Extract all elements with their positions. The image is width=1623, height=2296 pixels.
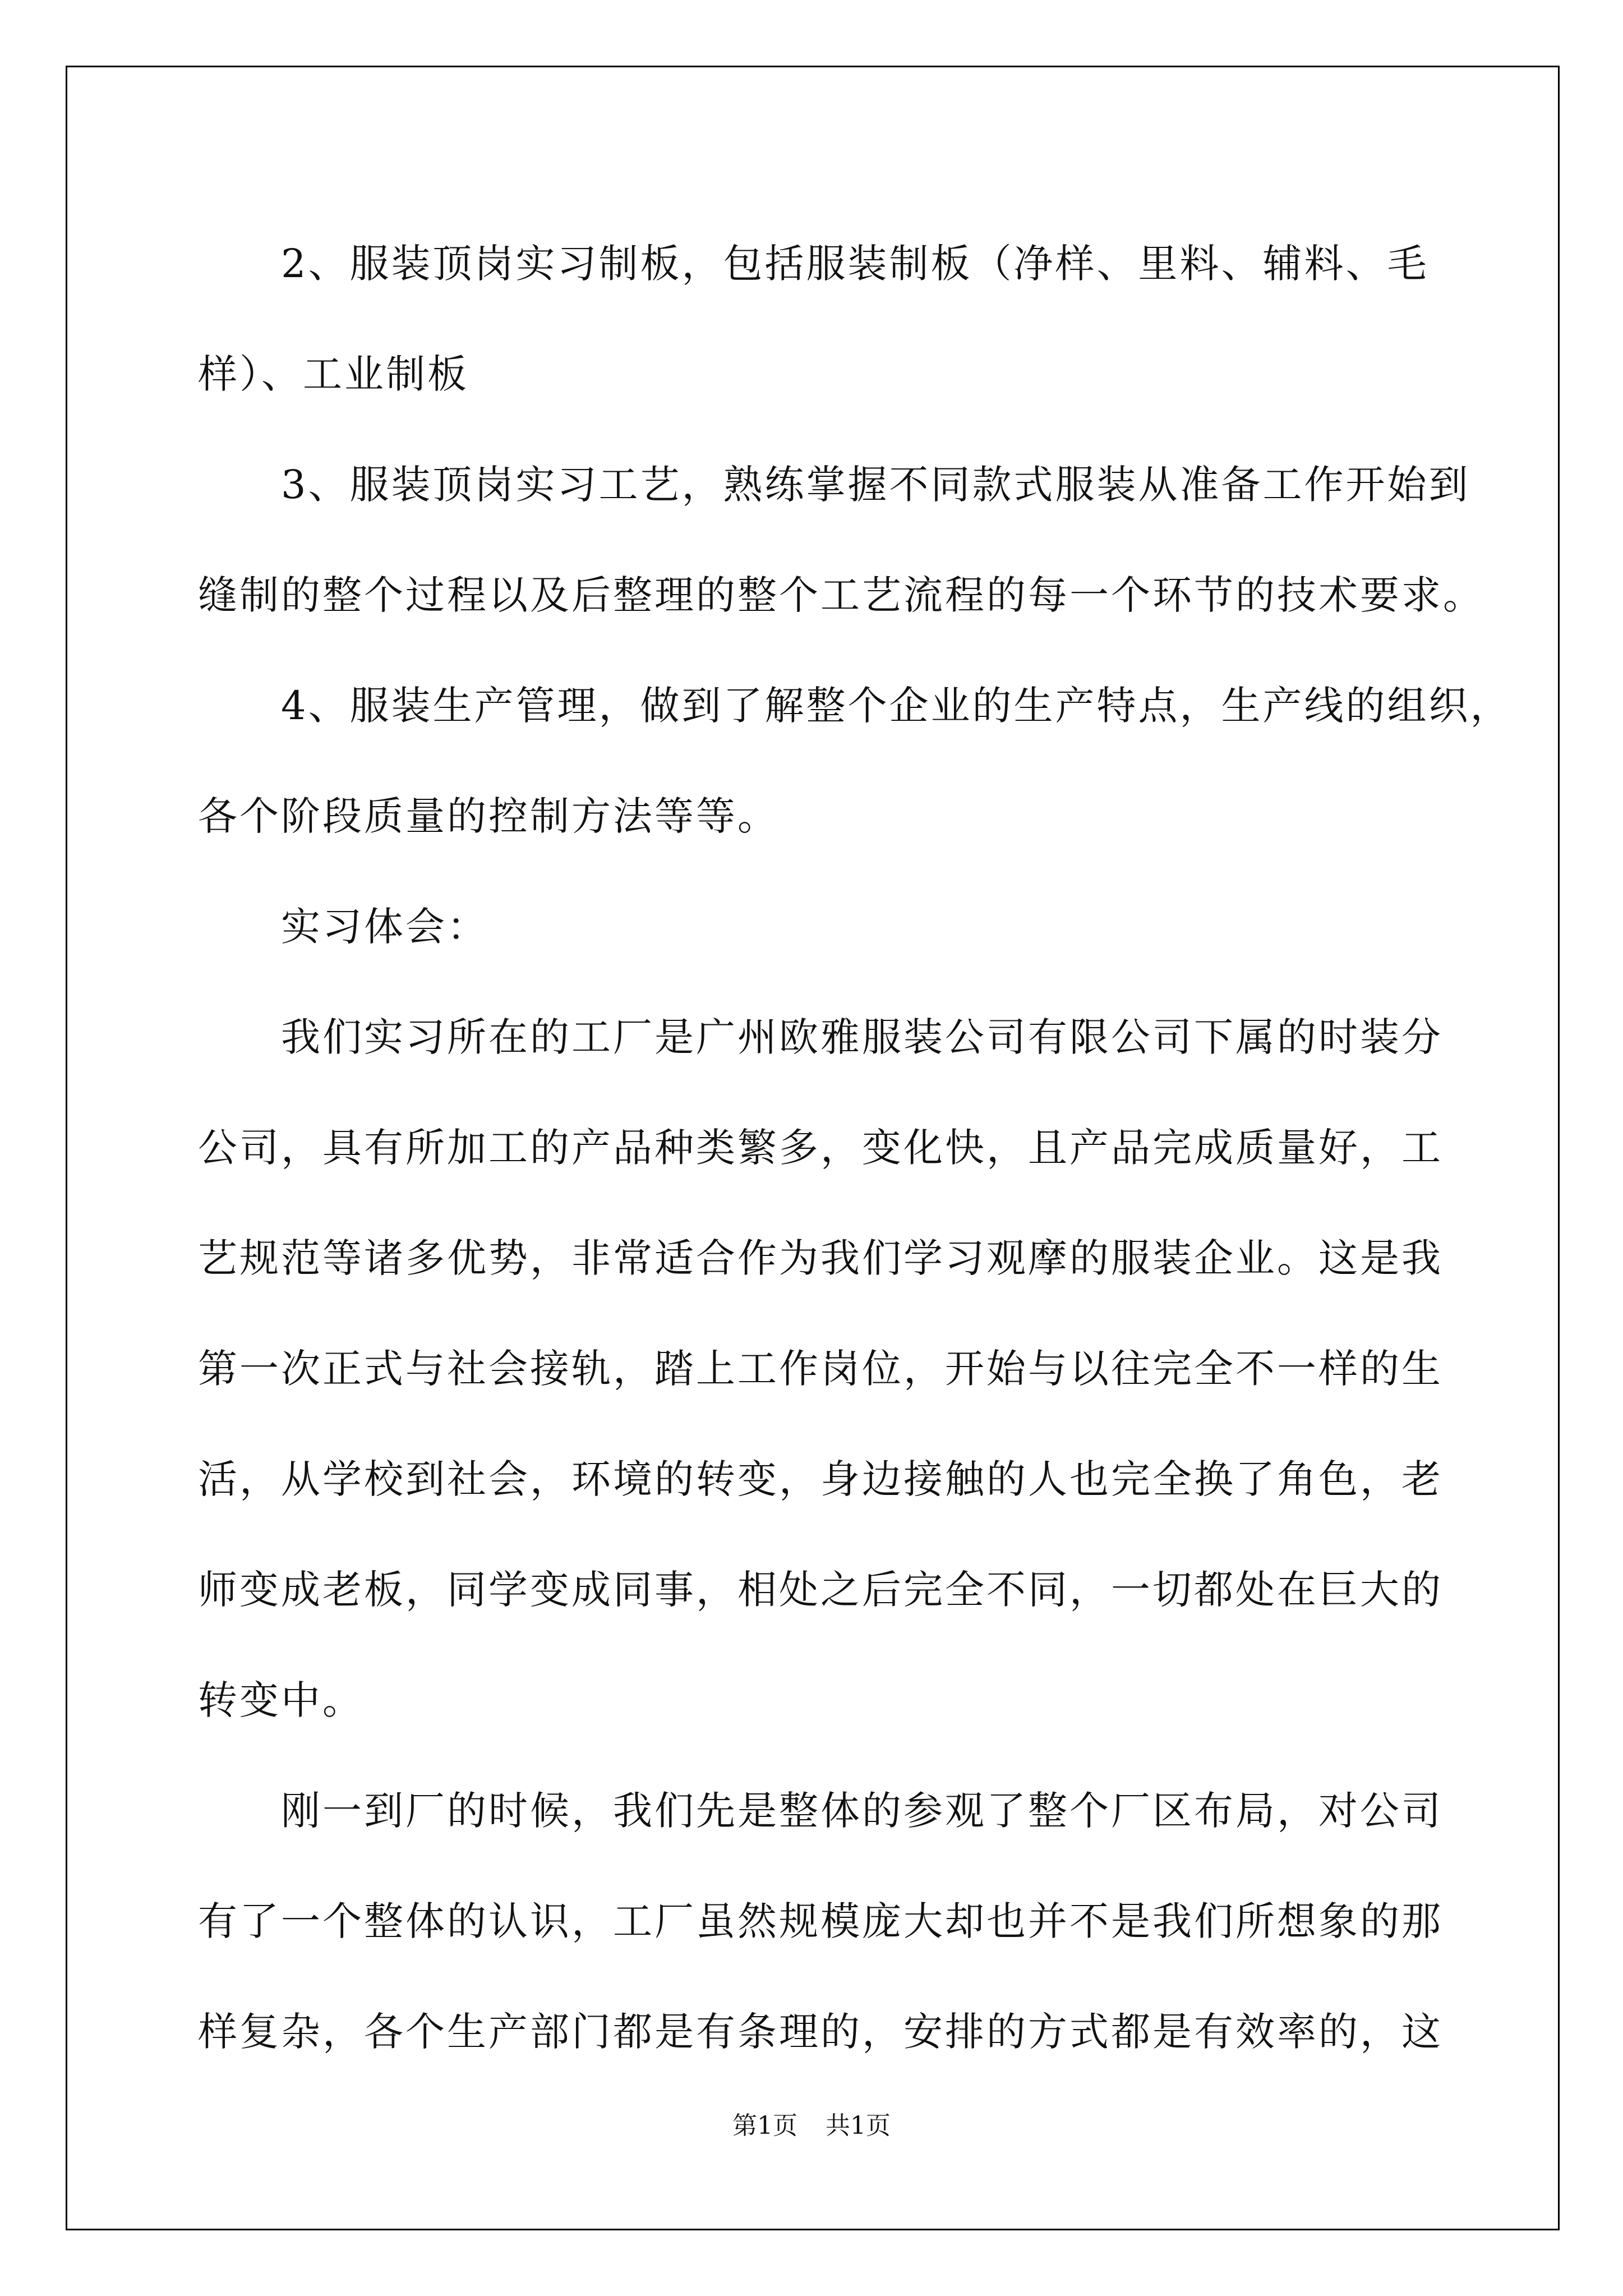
paragraph-line: 活，从学校到社会，环境的转变，身边接触的人也完全换了角色，老 <box>198 1456 1443 1502</box>
page-total: 共1页 <box>826 2111 891 2140</box>
page-footer <box>0 2109 1623 2143</box>
paragraph-5 <box>198 982 1443 1756</box>
paragraph-line: 艺规范等诸多优势，非常适合作为我们学习观摩的服装企业。这是我 <box>198 1235 1443 1281</box>
paragraph-line: 第一次正式与社会接轨，踏上工作岗位，开始与以往完全不一样的生 <box>198 1346 1443 1392</box>
paragraph-6 <box>198 1756 1443 2087</box>
paragraph-line: 缝制的整个过程以及后整理的整个工艺流程的每一个环节的技术要求。 <box>198 572 1484 618</box>
page-number: 第1页 <box>732 2111 797 2140</box>
paragraph-2 <box>198 430 1484 651</box>
paragraph-line: 公司，具有所加工的产品种类繁多，变化快，且产品完成质量好，工 <box>198 1125 1443 1171</box>
paragraph-line: 3、服装顶岗实习工艺，熟练掌握不同款式服装从准备工作开始到 <box>281 462 1470 508</box>
paragraph-line: 样）、工业制板 <box>198 351 469 397</box>
paragraph-line: 有了一个整体的认识，工厂虽然规模庞大却也并不是我们所想象的那 <box>198 1898 1443 1944</box>
document-body <box>198 209 1512 2087</box>
paragraph-line: 4、服装生产管理，做到了解整个企业的生产特点，生产线的组织， <box>281 683 1512 729</box>
section-heading <box>198 872 1432 982</box>
heading-line: 实习体会： <box>281 904 488 950</box>
paragraph-3 <box>198 651 1512 872</box>
paragraph-line: 各个阶段质量的控制方法等等。 <box>198 793 779 839</box>
paragraph-line: 样复杂，各个生产部门都是有条理的，安排的方式都是有效率的，这 <box>198 2009 1443 2055</box>
paragraph-line: 师变成老板，同学变成同事，相处之后完全不同，一切都处在巨大的 <box>198 1567 1443 1613</box>
paragraph-1 <box>198 209 1432 430</box>
paragraph-line: 转变中。 <box>198 1677 364 1723</box>
paragraph-line: 刚一到厂的时候，我们先是整体的参观了整个厂区布局，对公司 <box>281 1788 1443 1834</box>
paragraph-line: 我们实习所在的工厂是广州欧雅服装公司有限公司下属的时装分 <box>281 1014 1443 1060</box>
paragraph-line: 2、服装顶岗实习制板，包括服装制板（净样、里料、辅料、毛 <box>281 241 1429 287</box>
